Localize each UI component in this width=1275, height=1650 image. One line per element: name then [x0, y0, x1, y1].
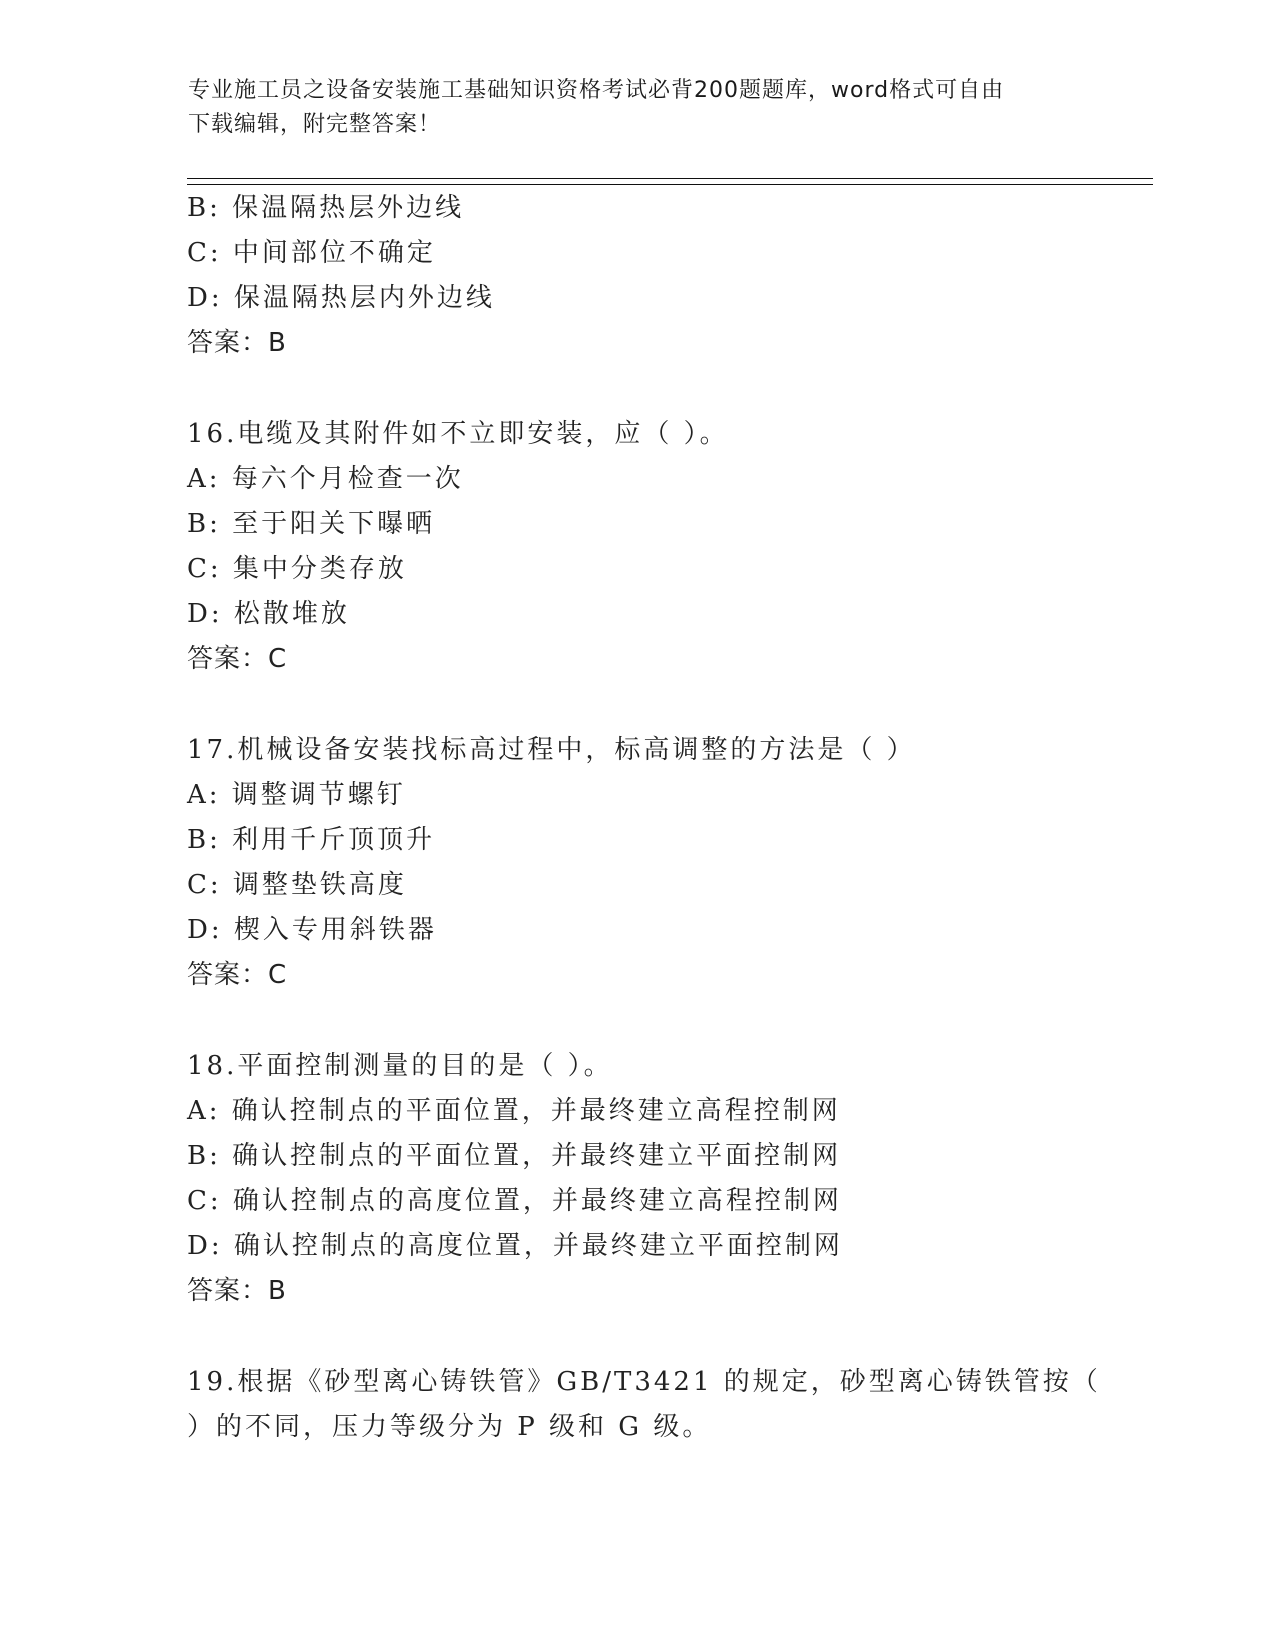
q16-stem: 16.电缆及其附件如不立即安装，应（ ）。 [187, 419, 729, 449]
q18-option-b: B: 确认控制点的平面位置，并最终建立平面控制网 [187, 1141, 842, 1171]
q17-option-d: D: 楔入专用斜铁器 [187, 915, 437, 945]
q15-answer: 答案：B [187, 328, 287, 358]
q15-option-d: D: 保温隔热层内外边线 [187, 283, 495, 313]
q17-option-b: B: 利用千斤顶顶升 [187, 825, 436, 855]
q15-option-c: C: 中间部位不确定 [187, 238, 436, 268]
q18-option-a: A: 确认控制点的平面位置，并最终建立高程控制网 [187, 1096, 841, 1126]
q19-stem-line-2: ）的不同，压力等级分为 P 级和 G 级。 [187, 1412, 712, 1442]
q17-option-c: C: 调整垫铁高度 [187, 870, 407, 900]
document-header [188, 74, 1068, 142]
q19-stem-line-1: 19.根据《砂型离心铸铁管》GB/T3421 的规定，砂型离心铸铁管按（ [187, 1367, 1101, 1397]
q18-option-d: D: 确认控制点的高度位置，并最终建立平面控制网 [187, 1231, 843, 1261]
q15-option-b: B: 保温隔热层外边线 [187, 193, 465, 223]
q16-option-b: B: 至于阳关下曝晒 [187, 509, 436, 539]
header-divider-bottom [187, 184, 1153, 185]
q18-option-c: C: 确认控制点的高度位置，并最终建立高程控制网 [187, 1186, 842, 1216]
q17-answer: 答案：C [187, 960, 288, 990]
q17-stem: 17.机械设备安装找标高过程中，标高调整的方法是（ ） [187, 735, 916, 765]
header-divider-top [187, 178, 1153, 179]
q16-answer: 答案：C [187, 644, 288, 674]
q16-option-d: D: 松散堆放 [187, 599, 350, 629]
header-line-2: 下载编辑，附完整答案！ [188, 112, 442, 137]
q16-option-c: C: 集中分类存放 [187, 554, 407, 584]
q16-option-a: A: 每六个月检查一次 [187, 464, 464, 494]
q18-answer: 答案：B [187, 1276, 287, 1306]
q18-stem: 18.平面控制测量的目的是（ ）。 [187, 1051, 613, 1081]
header-line-1: 专业施工员之设备安装施工基础知识资格考试必背200题题库，word格式可自由 [188, 78, 1005, 103]
q17-option-a: A: 调整调节螺钉 [187, 780, 406, 810]
